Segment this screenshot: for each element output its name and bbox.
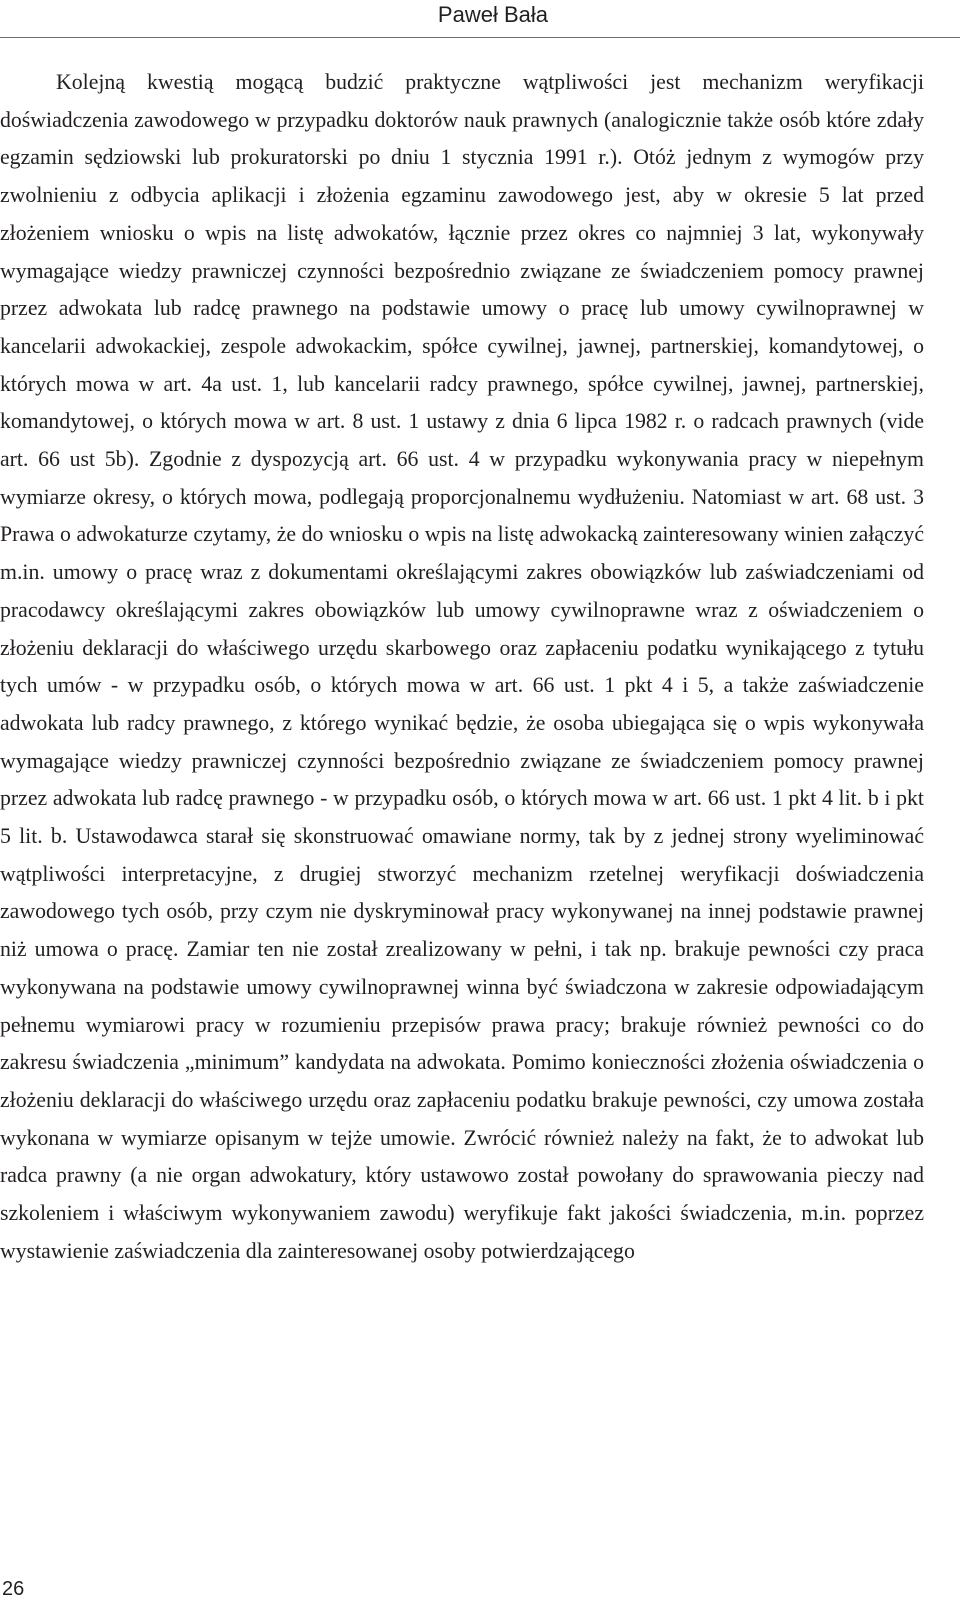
page-number: 26 bbox=[2, 1578, 25, 1600]
body-paragraph: Kolejną kwestią mogącą budzić praktyczne wątpliwości jest mechanizm weryfikacji doświadczenia zawodowego w przypadku doktorów nauk prawnych (analogicznie także osób które zdały egzamin sędziowski lub prokuratorski po dniu 1 stycznia 1991 r.). Otóż jednym z wymogów przy zwolnieniu z odbycia aplikacji i złożenia egzaminu zawodowego jest, aby w okresie 5 lat przed złożeniem wniosku o wpis na listę adwokatów, łącznie przez okres co najmniej 3 lat, wykonywały wymagające wiedzy prawniczej czynności bezpośrednio związane ze świadczeniem pomocy prawnej przez adwokata lub radcę prawnego na podstawie umowy o pracę lub umowy cywilnoprawnej w kancelarii adwokackiej, zespole adwokackim, spółce cywilnej, jawnej, partnerskiej, komandytowej, o których mowa w art. 4a ust. 1, lub kancelarii radcy prawnego, spółce cywilnej, jawnej, partnerskiej, komandytowej, o których mowa w art. 8 ust. 1 ustawy z dnia 6 lipca 1982 r. o radcach prawnych (vide art. 66 ust 5b). Zgodnie z dyspozycją art. 66 ust. 4 w przypadku wykonywania pracy w niepełnym wymiarze okresy, o których mowa, podlegają proporcjonalnemu wydłużeniu. Natomiast w art. 68 ust. 3 Prawa o adwokaturze czytamy, że do wniosku o wpis na listę adwokacką zainteresowany winien załączyć m.in. umowy o pracę wraz z dokumentami określającymi zakres obowiązków lub zaświadczeniami od pracodawcy określającymi zakres obowiązków lub umowy cywilnoprawne wraz z oświadczeniem o złożeniu deklaracji do właściwego urzędu skarbowego oraz zapłaceniu podatku wynikającego z tytułu tych umów - w przypadku osób, o których mowa w art. 66 ust. 1 pkt 4 i 5, a także zaświadczenie adwokata lub radcy prawnego, z którego wynikać będzie, że osoba ubiegająca się o wpis wykonywała wymagające wiedzy prawniczej czynności bezpośrednio związane ze świadczeniem pomocy prawnej przez adwokata lub radcę prawnego - w przypadku osób, o których mowa w art. 66 ust. 1 pkt 4 lit. b i pkt 5 lit. b. Ustawodawca starał się skonstruować omawiane normy, tak by z jednej strony wyeliminować wątpliwości interpretacyjne, z drugiej stworzyć mechanizm rzetelnej weryfikacji doświadczenia zawodowego tych osób, przy czym nie dyskryminował pracy wykonywanej na innej podstawie prawnej niż umowa o pracę. Zamiar ten nie został zrealizowany w pełni, i tak np. brakuje pewności czy praca wykonywana na podstawie umowy cywilnoprawnej winna być świadczona w zakresie odpowiadającym pełnemu wymiarowi pracy w rozumieniu przepisów prawa pracy; brakuje również pewności co do zakresu świadczenia „minimum” kandydata na adwokata. Pomimo konieczności złożenia oświadczenia o złożeniu deklaracji do właściwego urzędu oraz zapłaceniu podatku brakuje pewności, czy umowa została wykonana w wymiarze opisanym w tejże umowie. Zwrócić również należy na fakt, że to adwokat lub radca prawny (a nie organ adwokatury, który ustawowo został powołany do sprawowania pieczy nad szkoleniem i właściwym wykonywaniem zawodu) weryfikuje fakt jakości świadczenia, m.in. poprzez wystawienie zaświadczenia dla zainteresowanej osoby potwierdzającego bbox=[0, 70, 924, 1263]
header-divider bbox=[0, 37, 960, 38]
running-header bbox=[0, 0, 960, 40]
header-author: Paweł Bała bbox=[437, 2, 548, 27]
